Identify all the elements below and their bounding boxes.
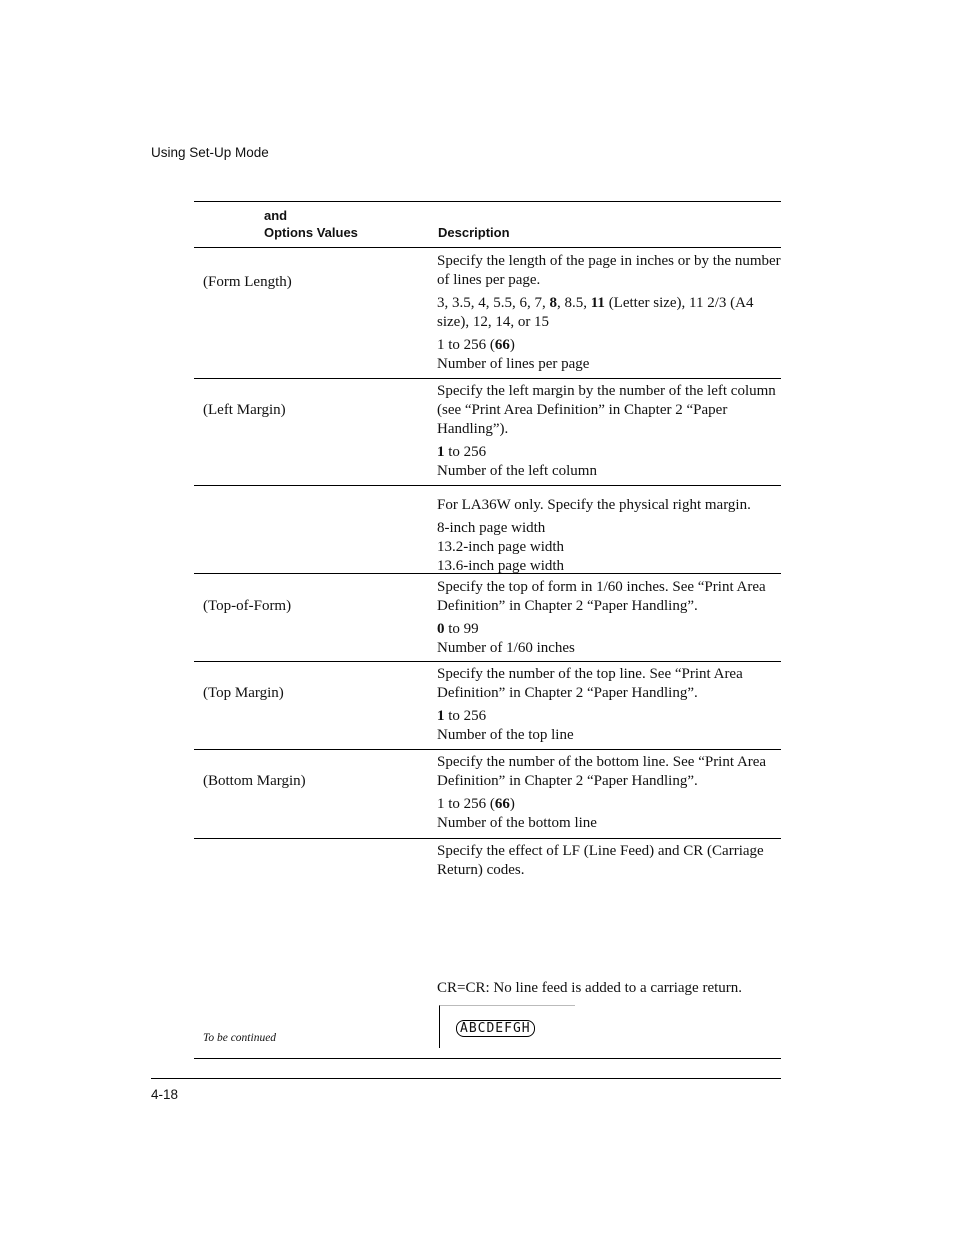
option-label: (Top Margin) bbox=[203, 685, 284, 701]
range-note: Number of the top line bbox=[437, 727, 574, 743]
description-text: Specify the top of form in 1/60 inches. See “Print Area Definition” in Chapter 2 “Paper Handling”. bbox=[437, 579, 766, 614]
footer-rule bbox=[151, 1078, 781, 1079]
description-cell bbox=[437, 578, 781, 662]
description-text: Specify the length of the page in inches or by the number of lines per page. bbox=[437, 253, 781, 288]
table-row-left-margin bbox=[194, 379, 781, 486]
continued-note: To be continued bbox=[203, 1032, 277, 1044]
table-row-top-of-form bbox=[194, 574, 781, 662]
description-text: Specify the effect of LF (Line Feed) and CR (Carriage Return) codes. bbox=[437, 843, 764, 878]
option-label: (Form Length) bbox=[203, 274, 292, 290]
range-text: 1 to 256 bbox=[437, 708, 487, 724]
range-note: Number of lines per page bbox=[437, 356, 590, 372]
description-text: Specify the left margin by the number of the left column (see “Print Area Definition” in Chapter 2 “Paper Handling”). bbox=[437, 383, 776, 437]
range-text: 1 to 256 (66) bbox=[437, 796, 515, 812]
range-note: Number of the left column bbox=[437, 463, 597, 479]
page-number: 4-18 bbox=[151, 1087, 179, 1102]
description-text: For LA36W only. Specify the physical right margin. bbox=[437, 497, 751, 513]
table-row-lf-cr bbox=[194, 839, 781, 1059]
range-text: 1 to 256 (66) bbox=[437, 337, 515, 353]
description-cell bbox=[437, 753, 781, 837]
example-print-text: ABCDEFGH bbox=[456, 1020, 535, 1037]
header-options-line1: and bbox=[264, 208, 288, 223]
value-option: 13.2-inch page width bbox=[437, 539, 565, 555]
description-cell bbox=[437, 252, 781, 378]
description-cell bbox=[437, 665, 781, 749]
value-option: 8-inch page width bbox=[437, 520, 546, 536]
option-label: (Left Margin) bbox=[203, 402, 286, 418]
option-label: (Bottom Margin) bbox=[203, 773, 306, 789]
table-header bbox=[194, 201, 781, 248]
print-example bbox=[439, 1005, 575, 1048]
header-description: Description bbox=[438, 225, 510, 240]
table-row-top-margin bbox=[194, 662, 781, 750]
cr-option-text: CR=CR: No line feed is added to a carriage return. bbox=[437, 980, 743, 996]
range-text: 1 to 256 bbox=[437, 444, 487, 460]
values-text: 3, 3.5, 4, 5.5, 6, 7, 8, 8.5, 11 (Letter size), 11 2/3 (A4 size), 12, 14, or 15 bbox=[437, 295, 754, 330]
description-text: Specify the number of the bottom line. See “Print Area Definition” in Chapter 2 “Paper Handling”. bbox=[437, 754, 767, 789]
table-row-right-margin bbox=[194, 486, 781, 574]
description-cell bbox=[437, 842, 781, 884]
description-text: Specify the number of the top line. See “Print Area Definition” in Chapter 2 “Paper Handling”. bbox=[437, 666, 743, 701]
cr-option-cell bbox=[437, 979, 781, 1002]
range-note: Number of the bottom line bbox=[437, 815, 597, 831]
value-option: 13.6-inch page width bbox=[437, 558, 565, 574]
description-cell bbox=[437, 496, 781, 576]
header-options-values: Options Values bbox=[264, 225, 358, 240]
range-text: 0 to 99 bbox=[437, 621, 479, 637]
settings-table bbox=[194, 201, 781, 1059]
table-row-bottom-margin bbox=[194, 750, 781, 839]
range-note: Number of 1/60 inches bbox=[437, 640, 575, 656]
option-label: (Top-of-Form) bbox=[203, 598, 292, 614]
running-header: Using Set-Up Mode bbox=[151, 145, 269, 160]
description-cell bbox=[437, 382, 781, 485]
table-row-form-length bbox=[194, 248, 781, 379]
